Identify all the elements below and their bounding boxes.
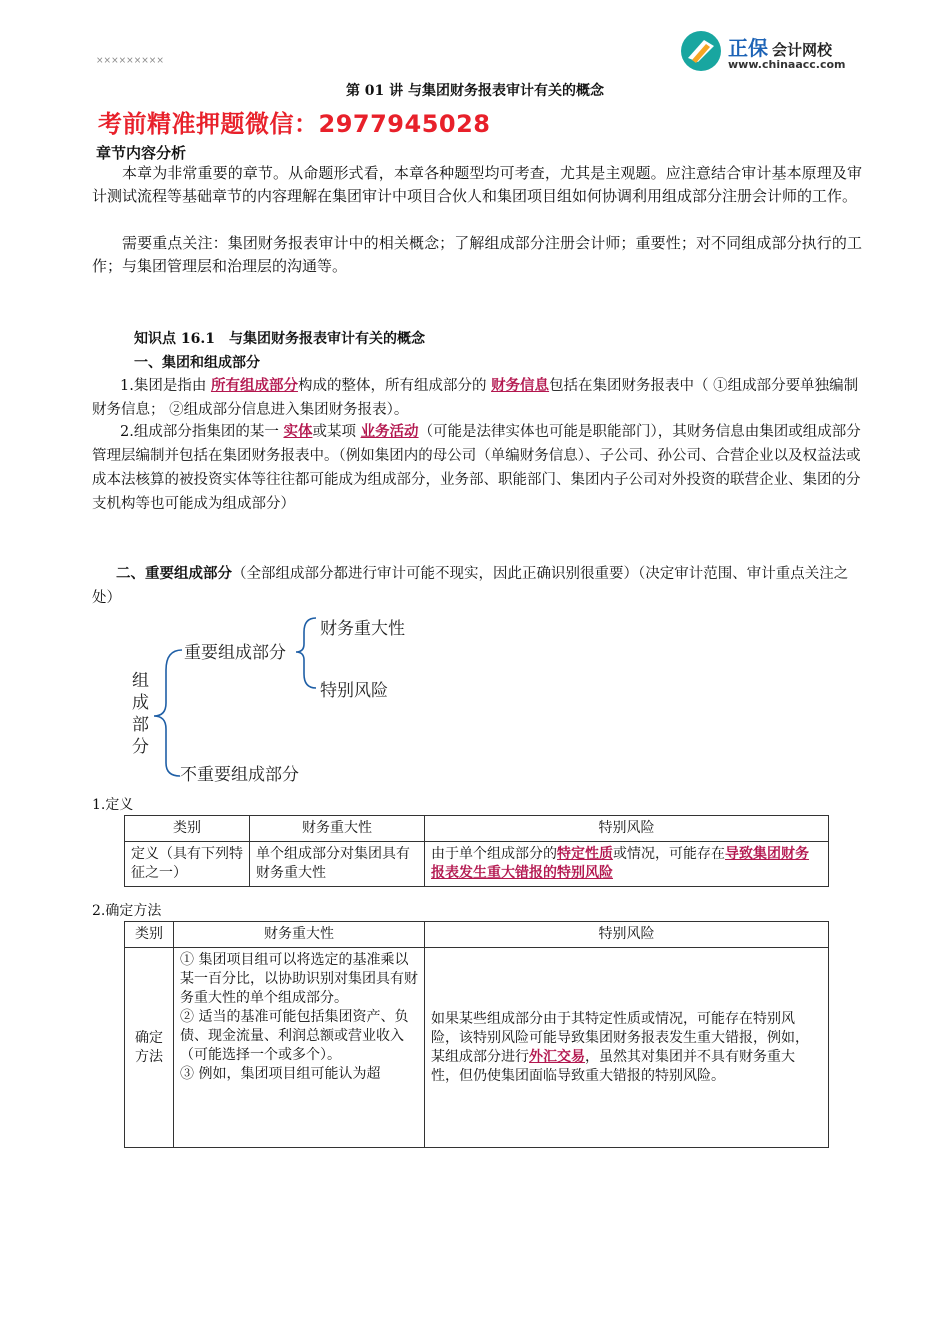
table-row	[125, 842, 829, 887]
keyword: 财务信息	[491, 377, 550, 394]
diagram-financial: 财务重大性	[320, 619, 405, 639]
table-cell: 确定方法	[125, 948, 174, 1148]
table-cell: 定义（具有下列特征之一）	[125, 842, 250, 887]
knowledge-point-title: 知识点 16.1 与集团财务报表审计有关的概念	[134, 331, 425, 347]
chapter-analysis-p2: 需要重点关注：集团财务报表审计中的相关概念；了解组成部分注册会计师；重要性；对不同组成部分执行的工作；与集团管理层和治理层的沟通等。	[92, 234, 862, 275]
chapter-analysis-p1: 本章为非常重要的章节。从命题形式看，本章各种题型均可考查，尤其是主观题。应注意结合审计基本原理及审计测试流程等基础章节的内容理解在集团审计中项目合伙人和集团项目组如何协调利用组成部分注册会计师的工作。	[92, 164, 862, 205]
keyword: 外汇交易	[529, 1048, 585, 1065]
header-smudge: ×××××××××	[96, 56, 164, 66]
diagram-risk: 特别风险	[320, 681, 388, 701]
keyword: 特定性质	[557, 846, 613, 862]
table-header: 特别风险	[425, 922, 829, 948]
logo-icon	[678, 28, 724, 74]
component-tree-diagram	[120, 608, 440, 792]
table-cell: ① 集团项目组可以将选定的基准乘以某一百分比，以协助识别对集团具有财务重大性的单个组成部分。 ② 适当的基准可能包括集团资产、负债、现金流量、利润总额或营业收入（可能选择一个或多个）。 ③ 例如，集团项目组可能认为超	[174, 948, 425, 1148]
lecture-title: 第 01 讲 与集团财务报表审计有关的概念	[345, 83, 605, 99]
definition-table	[124, 815, 829, 887]
table2-label: 2.确定方法	[92, 903, 162, 919]
keyword: 导致集团财务报表发生重大错报的特别风险	[431, 846, 809, 881]
chapter-analysis-heading: 章节内容分析	[96, 144, 187, 162]
diagram-important: 重要组成部分	[184, 643, 286, 663]
table-row	[125, 922, 829, 948]
keyword: 所有组成部分	[210, 377, 298, 394]
subsection-2-title: 二、重要组成部分	[116, 565, 232, 582]
item-2: 2.组成部分指集团的某一 实体或某项 业务活动（可能是法律实体也可能是职能部门），其财务信息由集团或组成部分管理层编制并包括在集团财务报表中。（例如集团内的母公司（单编财务信息）、子公司、孙公司、合营企业以及权益法或成本法核算的被投资实体等往往都可能成为组成部分，业务部、职能部门、集团内子公司对外投资的联营企业、集团的分支机构等也可能成为组成部分）	[92, 423, 861, 512]
diagram-root-char: 成	[132, 693, 149, 713]
diagram-brace-right	[296, 618, 316, 688]
diagram-unimportant: 不重要组成部分	[180, 765, 299, 785]
subsection-1-title: 一、集团和组成部分	[134, 355, 260, 371]
promo-banner: 考前精准押题微信：2977945028	[98, 110, 491, 138]
brand-url: www.chinaacc.com	[728, 58, 846, 71]
table-row	[125, 816, 829, 842]
diagram-brace-left	[154, 650, 182, 776]
brand-name: 正保 会计网校	[728, 36, 833, 60]
diagram-root-char: 分	[132, 737, 149, 757]
diagram-root-char: 部	[132, 715, 149, 735]
item-1: 1.集团是指由 所有组成部分构成的整体，所有组成部分的 财务信息包括在集团财务报表中（ ①组成部分要单独编制财务信息； ②组成部分信息进入集团财务报表）。	[92, 377, 859, 418]
subsection-2: 二、重要组成部分（全部组成部分都进行审计可能不现实，因此正确识别很重要）（决定审计范围、审计重点关注之处）	[92, 565, 849, 606]
table-cell: 如果某些组成部分由于其特定性质或情况，可能存在特别风险，该特别风险可能导致集团财务报表发生重大错报，例如，某组成部分进行外汇交易，虽然其对集团并不具有财务重大性，但仍使集团面临导致重大错报的特别风险。	[425, 948, 829, 1148]
brand-logo	[678, 28, 898, 76]
table1-label: 1.定义	[92, 797, 134, 813]
table-row	[125, 948, 829, 1148]
table-cell: 由于单个组成部分的特定性质或情况，可能存在导致集团财务报表发生重大错报的特别风险	[425, 842, 829, 887]
table-header: 类别	[125, 922, 174, 948]
table-cell: 单个组成部分对集团具有财务重大性	[250, 842, 425, 887]
brand-school: 会计网校	[772, 41, 833, 59]
keyword: 实体	[283, 423, 313, 440]
table-header: 财务重大性	[174, 922, 425, 948]
table-header: 特别风险	[425, 816, 829, 842]
table-header: 类别	[125, 816, 250, 842]
method-table	[124, 921, 829, 1148]
keyword: 业务活动	[360, 423, 419, 440]
diagram-root-char: 组	[132, 671, 149, 691]
table-header: 财务重大性	[250, 816, 425, 842]
